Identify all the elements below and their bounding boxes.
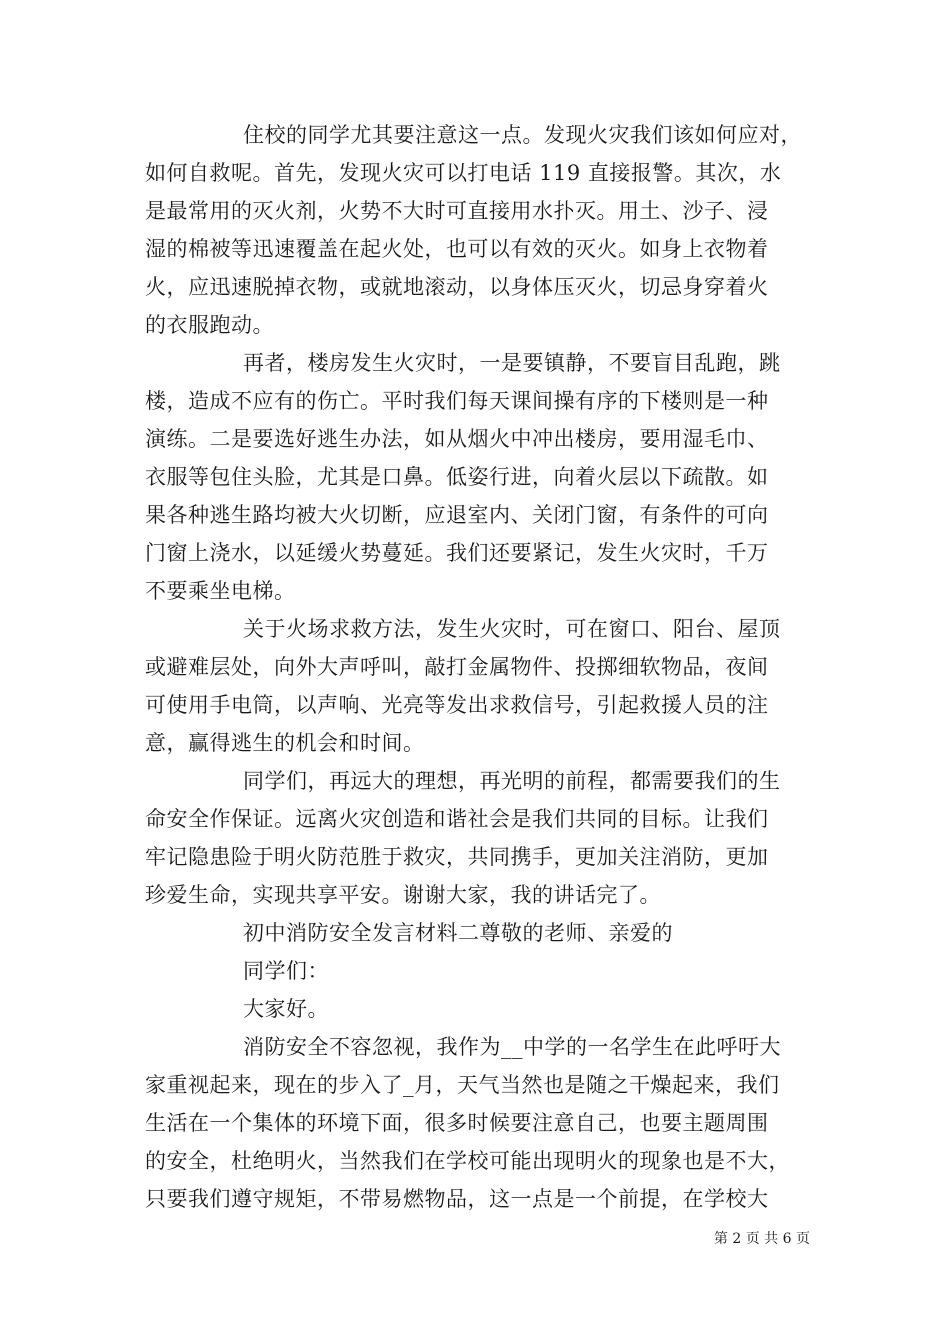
text-line: 或避难层处，向外大声呼叫，敲打金属物件、投掷细软物品，夜间: [145, 655, 769, 679]
greeting: 大家好。: [243, 997, 329, 1021]
text-line: 的安全，杜绝明火，当然我们在学校可能出现明火的现象也是不大，: [145, 1149, 790, 1173]
text-line: 生活在一个集体的环境下面，很多时候要注意自己，也要主题周围: [145, 1111, 769, 1135]
text-line: 关于火场求救方法，发生火灾时，可在窗口、阳台、屋顶: [243, 617, 781, 641]
text-line: 牢记隐患险于明火防范胜于救灾，共同携手，更加关注消防，更加: [145, 845, 769, 869]
text-line: 火，应迅速脱掉衣物，或就地滚动，以身体压灭火，切忌身穿着火: [145, 275, 769, 299]
text-line: 命安全作保证。远离火灾创造和谐社会是我们共同的目标。让我们: [145, 807, 769, 831]
text-line: 家重视起来，现在的步入了_月，天气当然也是随之干燥起来，我们: [145, 1073, 780, 1097]
text-line: 演练。二是要选好逃生办法，如从烟火中冲出楼房，要用湿毛巾、: [145, 427, 769, 451]
text-line: 门窗上浇水，以延缓火势蔓延。我们还要紧记，发生火灾时，千万: [145, 541, 769, 565]
text-line: 是最常用的灭火剂，火势不大时可直接用水扑灭。用土、沙子、浸: [145, 199, 769, 223]
text-line: 只要我们遵守规矩，不带易燃物品，这一点是一个前提，在学校大: [145, 1187, 769, 1211]
text-line: 衣服等包住头脸，尤其是口鼻。低姿行进，向着火层以下疏散。如: [145, 465, 769, 489]
section-heading: 初中消防安全发言材料二尊敬的老师、亲爱的: [243, 921, 673, 945]
text-line: 不要乘坐电梯。: [145, 579, 296, 603]
text-line: 如何自救呢。首先，发现火灾可以打电话 119 直接报警。其次，水: [145, 161, 782, 185]
text-line: 湿的棉被等迅速覆盖在起火处，也可以有效的灭火。如身上衣物着: [145, 237, 769, 261]
page-number: 第 2 页 共 6 页: [713, 1231, 810, 1247]
text-line: 住校的同学尤其要注意这一点。发现火灾我们该如何应对，: [243, 123, 802, 147]
text-line: 楼，造成不应有的伤亡。平时我们每天课间操有序的下楼则是一种: [145, 389, 769, 413]
text-line: 消防安全不容忽视，我作为__中学的一名学生在此呼吁大: [243, 1035, 781, 1059]
text-line: 的衣服跑动。: [145, 313, 274, 337]
text-line: 可使用手电筒，以声响、光亮等发出求救信号，引起救援人员的注: [145, 693, 769, 717]
text-line: 再者，楼房发生火灾时，一是要镇静，不要盲目乱跑，跳: [243, 351, 781, 375]
text-line: 珍爱生命，实现共享平安。谢谢大家，我的讲话完了。: [145, 883, 661, 907]
document-body: [145, 116, 825, 1218]
text-line: 同学们，再远大的理想，再光明的前程，都需要我们的生: [243, 769, 781, 793]
text-line: 意，赢得逃生的机会和时间。: [145, 731, 425, 755]
salutation: 同学们：: [243, 959, 329, 983]
text-line: 果各种逃生路均被大火切断，应退室内、关闭门窗，有条件的可向: [145, 503, 769, 527]
